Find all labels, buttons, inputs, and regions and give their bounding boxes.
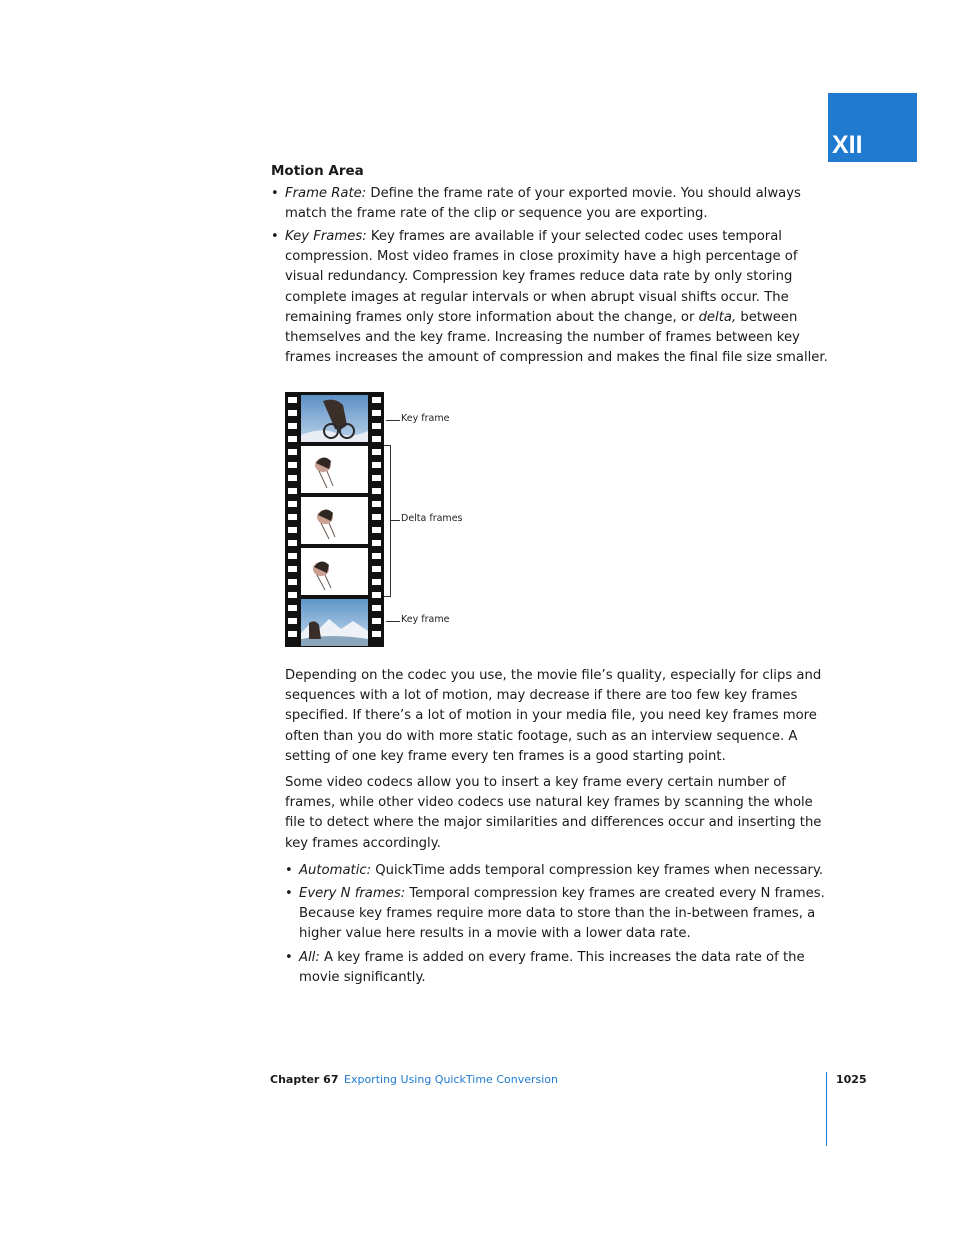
film-perforation [372,631,381,637]
bullet-marker: • [285,863,293,878]
film-perforation [288,579,297,585]
paragraph: Depending on the codec you use, the movie file’s quality, especially for clips and sequences with a lot of motion, may decrease if there are too few key frames specified. If there’s a lot of motion in your media file, you need key frames more often than you do with more static footage, such as an interview sequence. A setting of one key frame every ten frames is a good starting point. [285,668,822,764]
bullet-body: Define the frame rate of your exported movie. You should always match the frame rate of the clip or sequence you are exporting. [285,186,801,222]
cyclist-mountains-photo [301,599,368,646]
film-perforation [288,631,297,637]
part-tab [828,93,917,162]
key-frame-top-leader [386,420,400,421]
footer-divider [826,1072,827,1146]
film-perforation [288,410,297,416]
cyclist-cutout-photo [301,497,368,544]
film-perforation [372,475,381,481]
film-perforation [288,527,297,533]
film-perforation [372,410,381,416]
key-frame-image [301,395,368,442]
bullet-body: Key frames are available if your selected codec uses temporal compression. Most video frames in close proximity have a high percentage of visual redundancy. Compression key frames reduce data rate by only storing complete images at regular intervals or when abrupt visual shifts occur. The remaining frames only store information about the change, or [285,229,798,325]
bullet-lead: Key Frames: [285,229,367,244]
delta-frames-label: Delta frames [401,513,463,524]
bullet-body: QuickTime adds temporal compression key frames when necessary. [371,863,824,878]
bullet-marker: • [285,886,293,901]
film-perforation [372,618,381,624]
film-perforation [288,397,297,403]
film-perforation [372,579,381,585]
key-frame-bottom-label: Key frame [401,614,450,625]
film-perforation [288,449,297,455]
bullet-all [299,948,829,988]
delta-frame-image [301,548,368,595]
film-perforation [372,501,381,507]
delta-frames-leader [391,520,400,521]
film-perforation [372,397,381,403]
bullet-body: A key frame is added on every frame. This increases the data rate of the movie significantly. [299,950,805,986]
bullet-lead: Frame Rate: [285,186,367,201]
film-strip-figure [285,392,485,650]
film-perforation [288,605,297,611]
film-perforation [288,540,297,546]
bullet-lead: Automatic: [299,863,372,878]
film-perforation [372,553,381,559]
film-perforation [288,423,297,429]
part-tab-label: XII [832,131,863,159]
bullet-frame-rate [285,184,830,224]
film-perforation [288,462,297,468]
section-heading: Motion Area [271,163,364,179]
delta-frame-image [301,446,368,493]
key-frame-top-label: Key frame [401,413,450,424]
bullet-every-n-frames [299,884,829,945]
film-perforation [288,553,297,559]
film-perforation [288,501,297,507]
footer-chapter: Chapter 67 [270,1073,339,1086]
film-perforation [288,618,297,624]
film-perforation [288,592,297,598]
film-perforation [372,566,381,572]
film-perforation [372,436,381,442]
cyclist-cutout-photo [301,548,368,595]
bullet-key-frames [285,227,830,368]
delta-frames-bracket [384,445,391,597]
film-strip [285,392,384,647]
film-perforation [372,540,381,546]
key-frame-image [301,599,368,646]
film-perforation [372,423,381,429]
film-perforation [372,527,381,533]
cyclist-cutout-photo [301,446,368,493]
bullet-automatic [299,861,829,881]
bullet-body-italic: delta, [698,309,737,325]
film-perforation [372,488,381,494]
key-frame-bottom-leader [386,621,400,622]
film-perforation [288,475,297,481]
film-perforation [372,605,381,611]
cyclist-sky-photo [301,395,368,442]
film-perforation [288,488,297,494]
bullet-marker: • [271,186,279,201]
bullet-lead: Every N frames: [299,886,406,901]
paragraph: Some video codecs allow you to insert a key frame every certain number of frames, while other video codecs use natural key frames by scanning the whole file to detect where the major similarities and differences occur and inserting the key frames accordingly. [285,775,822,851]
bullet-marker: • [271,229,279,244]
bullet-marker: • [285,950,293,965]
film-perforation [372,514,381,520]
bullet-body: Temporal compression key frames are created every N frames. Because key frames require more data to store than the in-between frames, a higher value here results in a movie with a lower data rate. [299,886,825,942]
footer-chapter-title-link[interactable]: Exporting Using QuickTime Conversion [344,1073,558,1086]
film-perforation [372,592,381,598]
page-number: 1025 [836,1073,867,1086]
delta-frame-image [301,497,368,544]
film-perforation [288,566,297,572]
bullet-body: between themselves and the key frame. Increasing the number of frames between key frames increases the amount of compression and makes the final file size smaller. [285,309,828,366]
film-perforation [288,514,297,520]
film-perforation [372,462,381,468]
bullet-lead: All: [299,950,320,965]
film-perforation [372,449,381,455]
film-perforation [288,436,297,442]
